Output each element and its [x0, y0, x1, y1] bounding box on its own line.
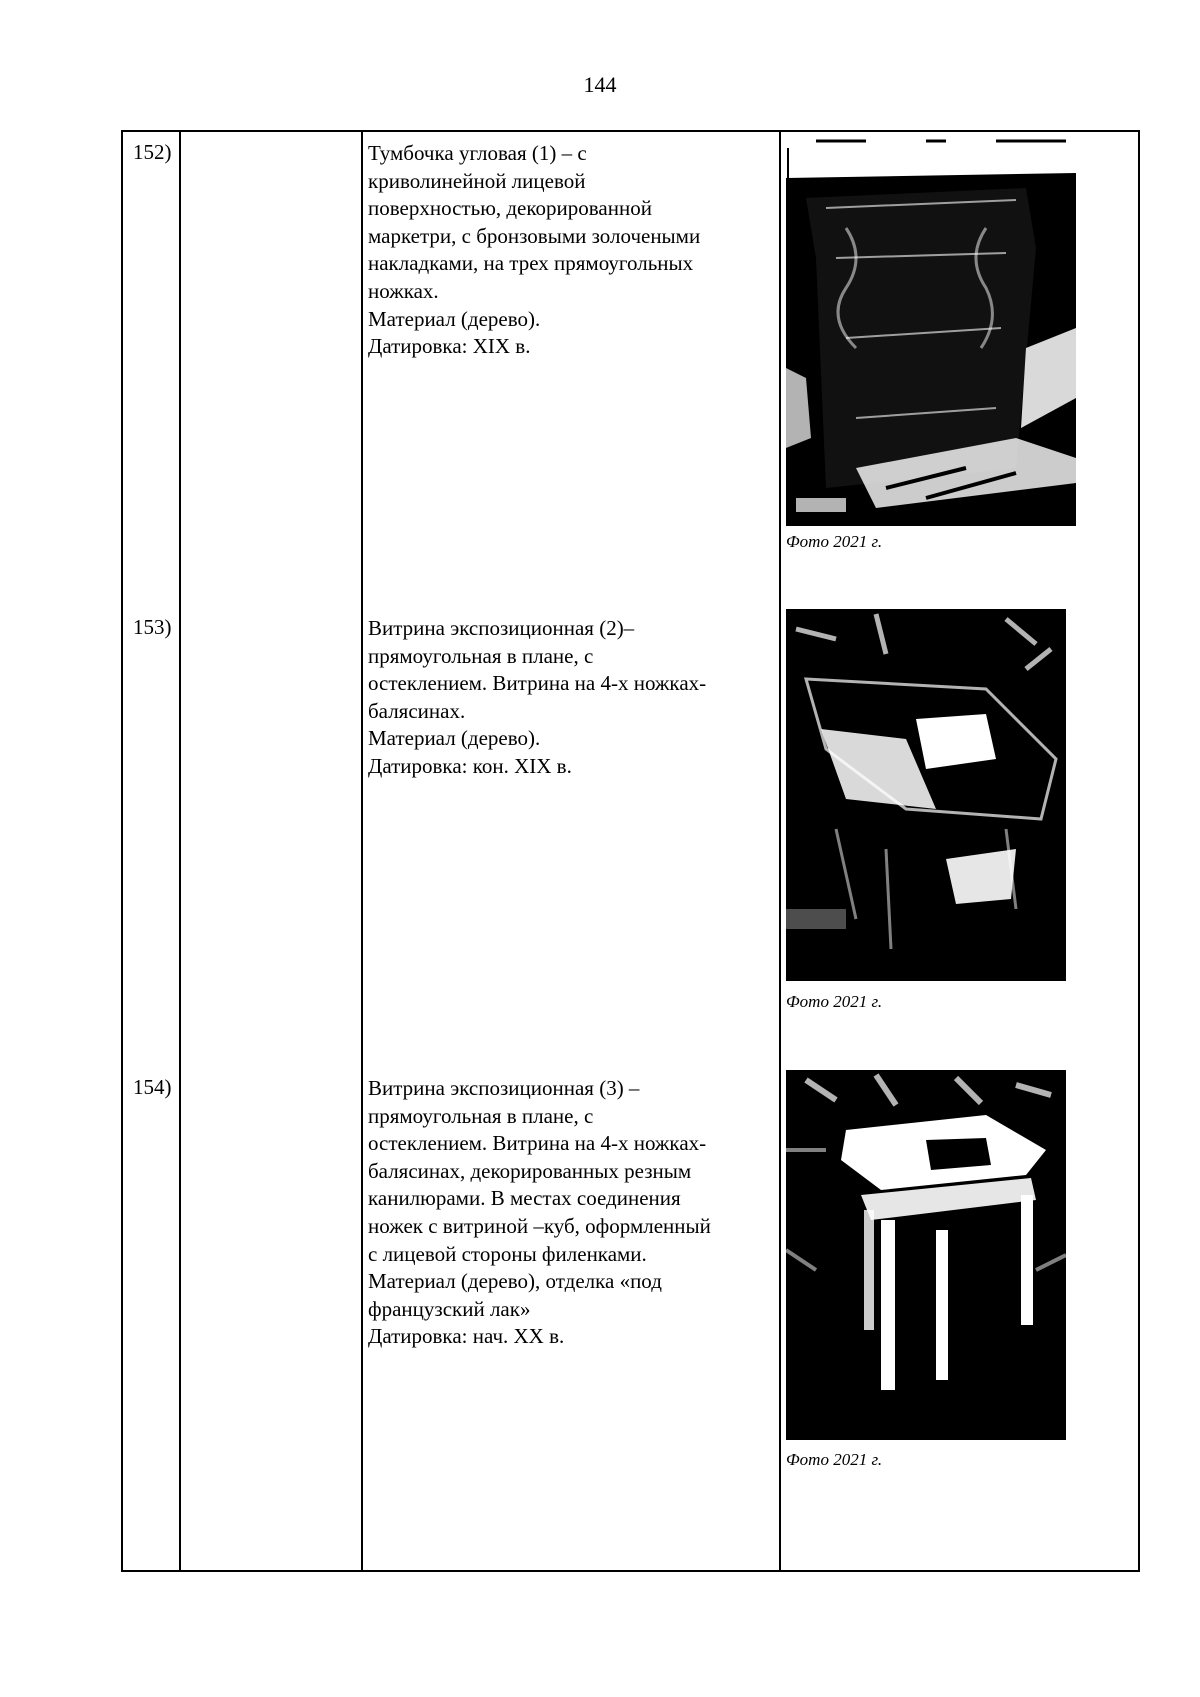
description-line: ножках. — [368, 278, 439, 303]
table-row — [123, 607, 1138, 1047]
description-line: Витрина экспозиционная (2)– — [368, 616, 635, 640]
description-line: Датировка: нач. XX в. — [368, 1324, 565, 1349]
description-line: прямоугольная в плане, с — [368, 1103, 594, 1128]
description-line: криволинейной лицевой — [368, 168, 586, 193]
photo-caption: Фото 2021 г. — [786, 532, 883, 551]
inventory-table — [121, 130, 1140, 1572]
description-line: французский лак» — [368, 1296, 531, 1321]
description-line: остеклением. Витрина на 4-х ножках- — [368, 671, 707, 696]
description-line: ножек с витриной –куб, оформленный — [368, 1213, 711, 1238]
description-line: маркетри, с бронзовыми золочеными — [368, 223, 701, 248]
description-line: поверхностью, декорированной — [368, 196, 652, 221]
description-line: балясинах. — [368, 698, 466, 723]
description-line: балясинах, декорированных резным — [368, 1158, 692, 1183]
table-row — [123, 1067, 1138, 1567]
description-line: Материал (дерево). — [368, 726, 541, 751]
table-row — [123, 132, 1138, 572]
description-line: с лицевой стороны филенками. — [368, 1241, 647, 1266]
photo-caption: Фото 2021 г. — [786, 1450, 883, 1469]
description-line: Витрина экспозиционная (3) – — [368, 1076, 640, 1100]
item-description — [368, 1075, 773, 1351]
description-line: Материал (дерево). — [368, 306, 541, 331]
row-number: 154) — [133, 1075, 172, 1099]
item-description — [368, 615, 773, 781]
photo-caption: Фото 2021 г. — [786, 992, 883, 1011]
row-number: 152) — [133, 140, 172, 164]
page-number: 144 — [583, 72, 617, 97]
item-photo — [786, 1070, 1066, 1440]
description-line: прямоугольная в плане, с — [368, 643, 594, 668]
description-line: накладками, на трех прямоугольных — [368, 251, 694, 276]
description-line: Тумбочка угловая (1) – с — [368, 141, 587, 165]
description-line: Датировка: XIX в. — [368, 334, 531, 359]
description-line: остеклением. Витрина на 4-х ножках- — [368, 1131, 707, 1156]
description-line: канилюрами. В местах соединения — [368, 1186, 681, 1211]
item-photo — [786, 138, 1076, 526]
description-line: Датировка: кон. XIX в. — [368, 753, 572, 778]
item-description — [368, 140, 773, 361]
description-line: Материал (дерево), отделка «под — [368, 1269, 662, 1294]
item-photo — [786, 609, 1066, 981]
row-number: 153) — [133, 615, 172, 639]
